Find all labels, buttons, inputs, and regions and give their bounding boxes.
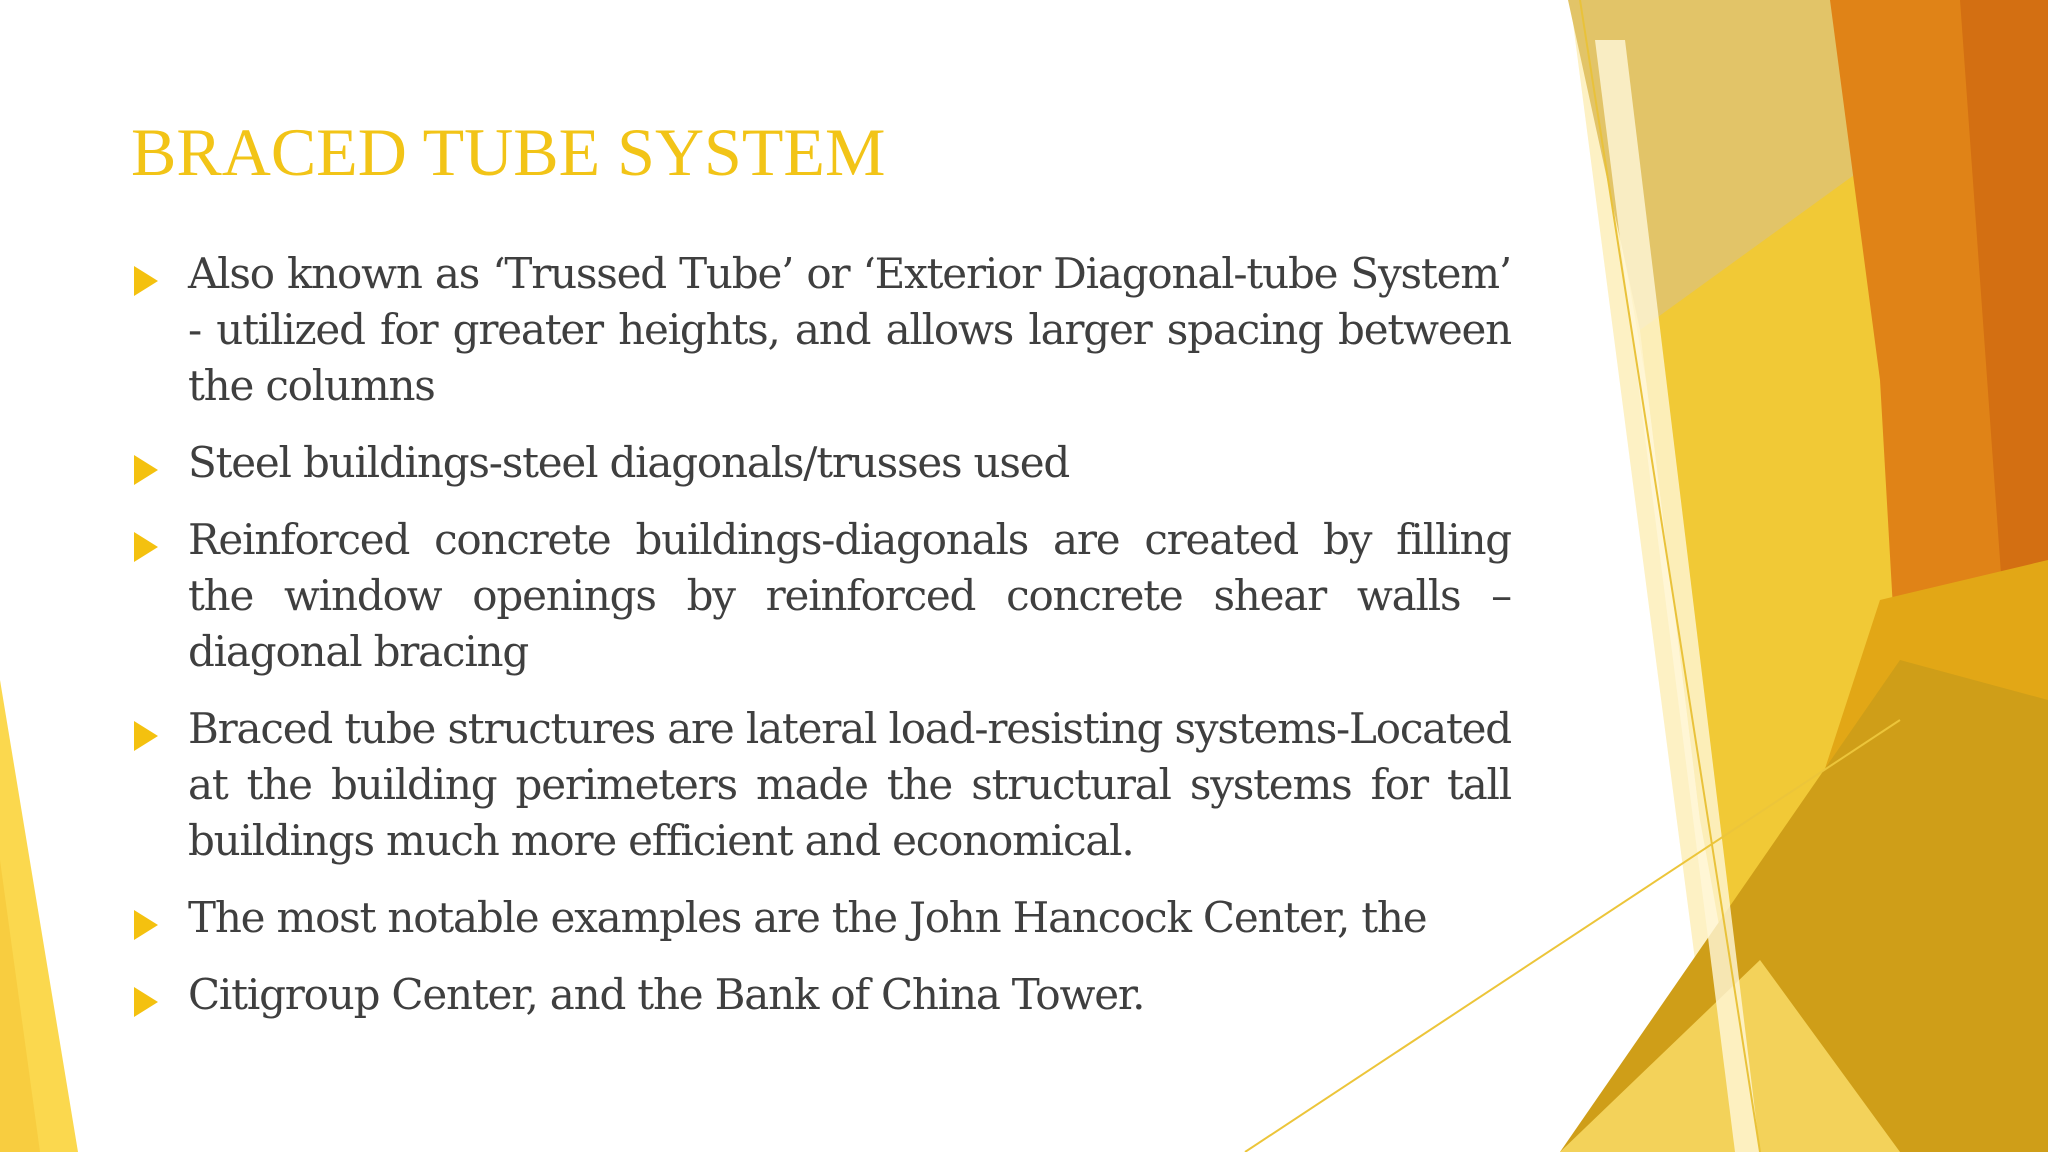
bullet-text: The most notable examples are the John Hancock Center, the xyxy=(188,893,1427,942)
bullet-item xyxy=(131,512,1511,680)
bullet-arrow-icon xyxy=(134,266,158,296)
bullet-text: Reinforced concrete buildings-diagonals are created by filling the window openings by reinforced concrete shear walls – diagonal bracing xyxy=(188,515,1511,676)
bullet-text: Citigroup Center, and the Bank of China Tower. xyxy=(188,970,1145,1019)
bullet-text: Steel buildings-steel diagonals/trusses used xyxy=(188,438,1070,487)
bullet-arrow-icon xyxy=(134,455,158,485)
bullet-item xyxy=(131,701,1511,869)
bullet-item xyxy=(131,435,1511,491)
bullet-arrow-icon xyxy=(134,910,158,940)
bullet-arrow-icon xyxy=(134,721,158,751)
bullet-item xyxy=(131,890,1511,946)
bullet-arrow-icon xyxy=(134,987,158,1017)
slide-title: BRACED TUBE SYSTEM xyxy=(131,114,886,190)
bullet-item xyxy=(131,246,1511,414)
bullet-list xyxy=(131,246,1511,1044)
bullet-text: Also known as ‘Trussed Tube’ or ‘Exterior Diagonal-tube System’ - utilized for greater heights, and allows larger spacing between the columns xyxy=(188,249,1511,410)
bullet-text: Braced tube structures are lateral load-resisting systems-Located at the building perimeters made the structural systems for tall buildings much more efficient and economical. xyxy=(188,704,1511,865)
bullet-arrow-icon xyxy=(134,532,158,562)
bullet-item xyxy=(131,967,1511,1023)
